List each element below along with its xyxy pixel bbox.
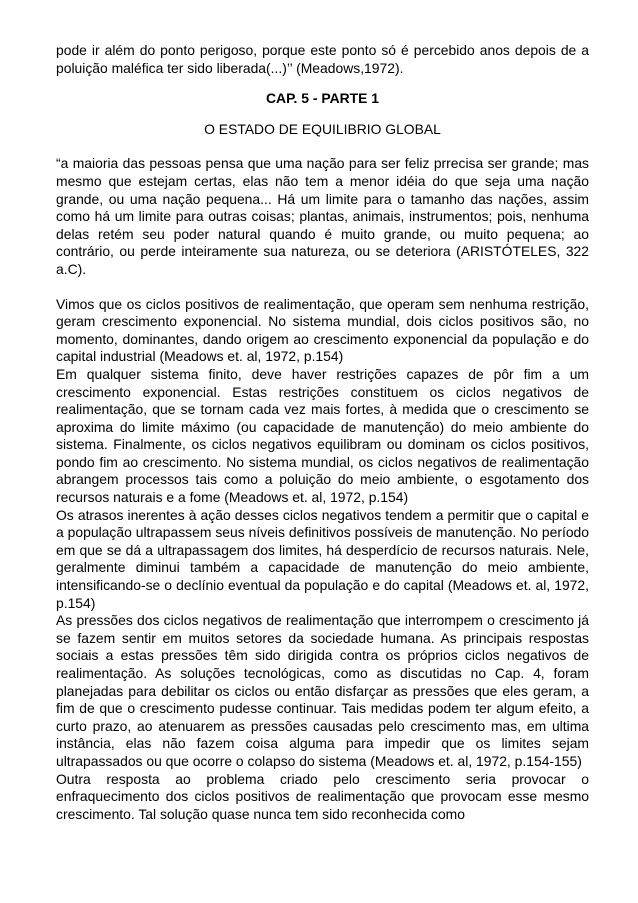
paragraph-aristotle-quote: “a maioria das pessoas pensa que uma nação para ser feliz prrecisa ser grande; mas mesmo que estejam certas, elas não tem a menor idéia do que seja uma nação grande, ou uma nação pequena... Há um limite para o tamanho das nações, assim como há um limite para outras coisas; plantas, animais, instrumentos; pois, nenhuma delas retém seu poder natural quando é muito grande, ou muito pequena; ao contrário, ou perde inteiramente sua natureza, ou se deteriora (ARISTÓTELES, 322 a.C). bbox=[56, 155, 589, 277]
paragraph-quote-end: pode ir além do ponto perigoso, porque este ponto só é percebido anos depois de a poluição maléfica ter sido liberada(...)’’ (Meadows,1972). bbox=[56, 42, 589, 76]
paragraph-other-response: Outra resposta ao problema criado pelo crescimento seria provocar o enfraquecimento dos ciclos positivos de realimentação que provocam esse mesmo crescimento. Tal solução quase nunca tem sido reconhecida como bbox=[56, 770, 589, 822]
paragraph-delays: Os atrasos inerentes à ação desses ciclos negativos tendem a permitir que o capital e a população ultrapassem seus níveis definitivos possíveis de manutenção. No período em que se dá a ultrapassagem dos limites, há desperdício de recursos naturais. Nele, geralmente diminui também a capacidade de manutenção do meio ambiente, intensificando-se o declínio eventual da população e do capital (Meadows et. al, 1972, p.154) bbox=[56, 506, 589, 611]
paragraph-pressures: As pressões dos ciclos negativos de realimentação que interrompem o crescimento já se fazem sentir em muitos setores da sociedade humana. As principais respostas sociais a estas pressões têm sido dirigida contra os próprios ciclos negativos de realimentação. As soluções tecnológicas, como as discutidas no Cap. 4, foram planejadas para debilitar os ciclos ou então disfarçar as pressões que eles geram, a fim de que o crescimento pudesse continuar. Tais medidas podem ter algum efeito, a curto prazo, ao atenuarem as pressões causadas pelo crescimento mas, em ultima instância, elas não fazem coisa alguma para impedir que os limites sejam ultrapassados ou que ocorre o colapso do sistema (Meadows et. al, 1972, p.154-155) bbox=[56, 612, 589, 769]
paragraph-finite-system: Em qualquer sistema finito, deve haver restrições capazes de pôr fim a um crescimento exponencial. Estas restrições constituem os ciclos negativos de realimentação, que se tornam cada vez mais fortes, à medida que o crescimento se aproxima do limite máximo (ou capacidade de manutenção) do meio ambiente do sistema. Finalmente, os ciclos negativos equilibram ou dominam os ciclos positivos, pondo fim ao crescimento. No sistema mundial, os ciclos negativos de realimentação abrangem processos tais como a poluição do meio ambiente, o esgotamento dos recursos naturais e a fome (Meadows et. al, 1972, p.154) bbox=[56, 365, 589, 506]
chapter-heading: CAP. 5 - PARTE 1 bbox=[266, 90, 379, 107]
paragraph-positive-cycles: Vimos que os ciclos positivos de realimentação, que operam sem nenhuma restrição, geram crescimento exponencial. No sistema mundial, dois ciclos positivos são, no momento, dominantes, dando origem ao crescimento exponencial da população e do capital industrial (Meadows et. al, 1972, p.154) bbox=[56, 295, 589, 365]
section-title: O ESTADO DE EQUILIBRIO GLOBAL bbox=[204, 120, 441, 137]
document-page bbox=[56, 42, 589, 823]
